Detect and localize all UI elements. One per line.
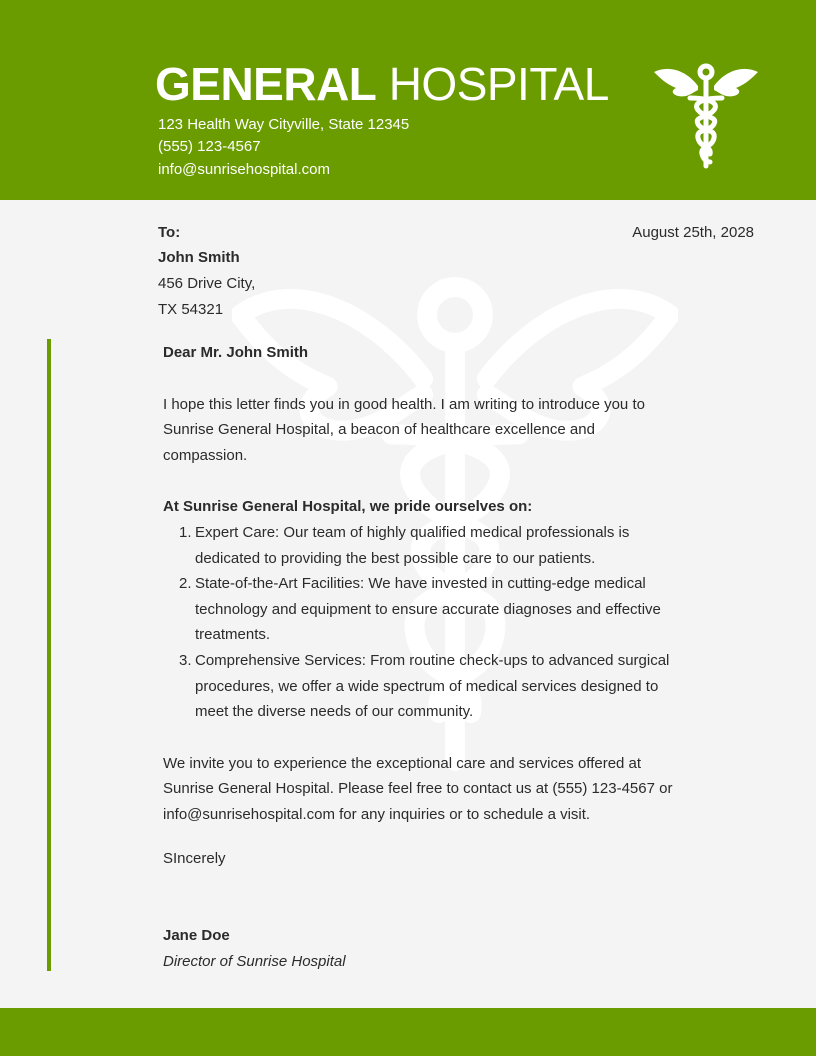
list-text: State-of-the-Art Facilities: We have invested in cutting-edge medical technology and equipment to ensure accurate diagnoses and effective treatments.: [195, 575, 661, 644]
list-item: [163, 520, 683, 571]
list-item: [163, 571, 683, 648]
accent-bar: [47, 339, 51, 971]
hospital-phone: (555) 123-4567: [158, 138, 261, 155]
footer-banner: [0, 1008, 816, 1056]
signer-role: Director of Sunrise Hospital: [163, 952, 346, 970]
recipient-street: 456 Drive City,: [158, 275, 256, 292]
letter-date: August 25th, 2028: [632, 224, 754, 241]
hospital-email: info@sunrisehospital.com: [158, 161, 330, 178]
pride-heading: At Sunrise General Hospital, we pride ourselves on:: [163, 498, 533, 516]
closing-paragraph: We invite you to experience the exceptional care and services offered at Sunrise General Hospital. Please feel free to contact us at (555) 123-4567 or info@sunrisehospital.com for any inquiries or to schedule a visit.: [163, 754, 673, 823]
hospital-title: [155, 56, 609, 112]
list-text: Comprehensive Services: From routine check-ups to advanced surgical procedures, we offer a wide spectrum of medical services designed to meet the diverse needs of our community.: [195, 651, 670, 721]
list-text: Expert Care: Our team of highly qualified medical professionals is dedicated to providing the best possible care to our patients.: [195, 523, 630, 567]
letter-body: [163, 340, 683, 974]
letterhead-banner: [0, 0, 816, 200]
recipient-name: John Smith: [158, 249, 240, 266]
list-item: [163, 648, 683, 725]
intro-paragraph: I hope this letter finds you in good health. I am writing to introduce you to Sunrise General Hospital, a beacon of healthcare excellence and compassion.: [163, 395, 645, 464]
caduceus-icon: [650, 58, 762, 170]
signoff: SIncerely: [163, 849, 226, 867]
recipient-label: To:: [158, 224, 181, 241]
list-number: 2.: [179, 575, 192, 593]
title-bold: GENERAL: [155, 58, 377, 110]
features-list: [163, 520, 683, 725]
list-number: 3.: [179, 651, 192, 669]
title-light: HOSPITAL: [388, 58, 609, 110]
list-number: 1.: [179, 523, 192, 541]
greeting: Dear Mr. John Smith: [163, 344, 309, 361]
hospital-address: 123 Health Way Cityville, State 12345: [158, 116, 410, 133]
recipient-city: TX 54321: [158, 301, 224, 318]
signer-name: Jane Doe: [163, 927, 230, 945]
